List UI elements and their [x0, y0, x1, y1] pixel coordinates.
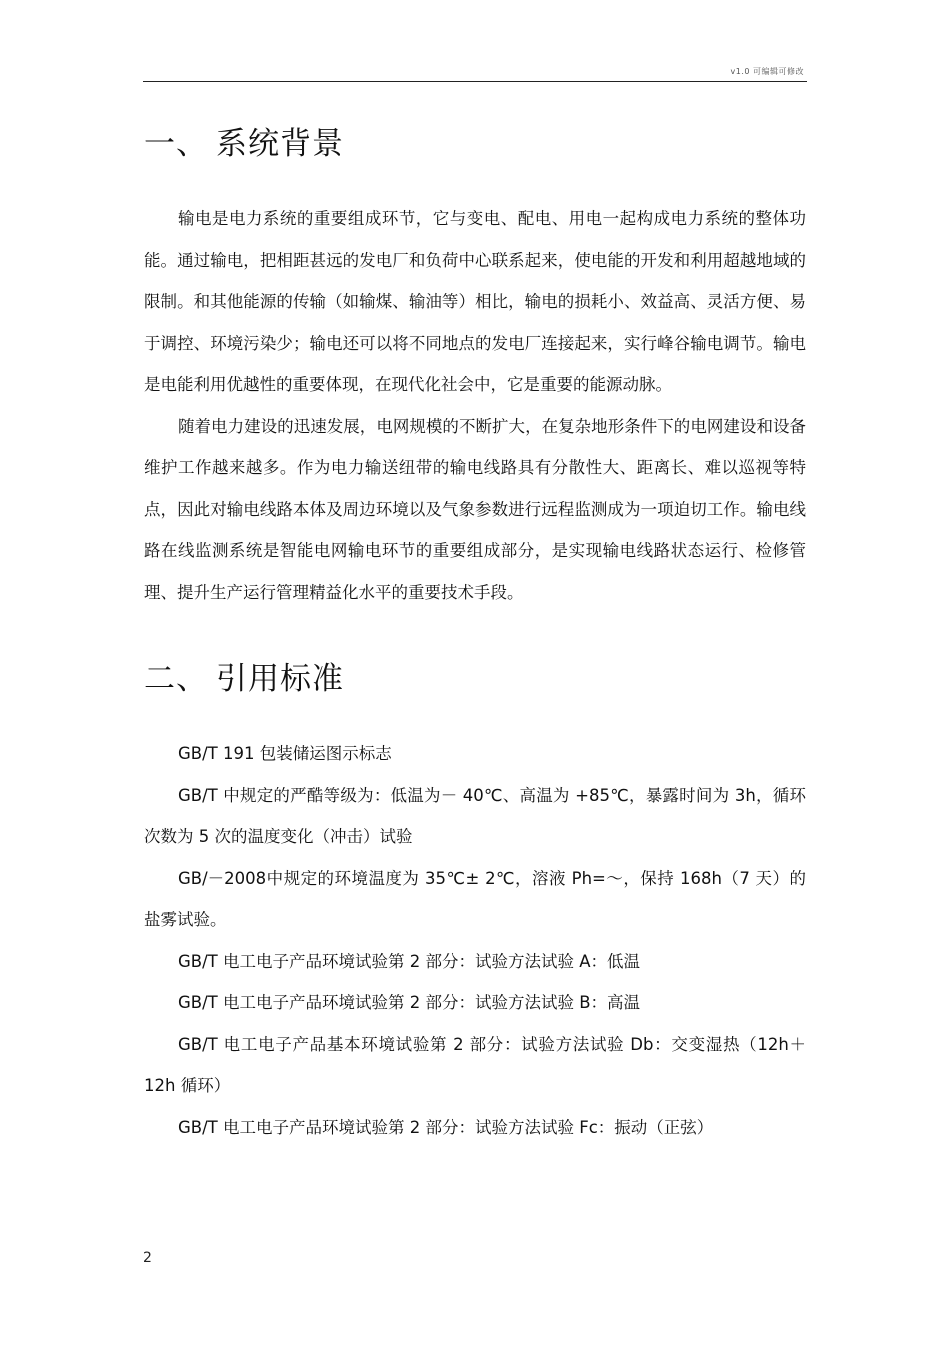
standard-item: GB/T 中规定的严酷等级为：低温为－ 40℃、高温为 +85℃，暴露时间为 3h，循环次数为 5 次的温度变化（冲击）试验	[144, 785, 806, 846]
section-number: 一、	[144, 126, 208, 162]
document-body	[144, 118, 806, 1148]
standard-item: GB/T 电工电子产品环境试验第 2 部分：试验方法试验 A：低温	[178, 951, 641, 971]
standard-item: GB/T 191 包装储运图示标志	[178, 744, 392, 763]
section-title: 引用标准	[216, 661, 344, 697]
section-heading-background	[144, 118, 806, 170]
section-standards	[144, 653, 806, 1148]
header-divider	[143, 81, 807, 82]
section-title: 系统背景	[216, 126, 344, 162]
standard-item: GB/T 电工电子产品环境试验第 2 部分：试验方法试验 Fc：振动（正弦）	[178, 1117, 714, 1137]
standard-item: GB/－2008中规定的环境温度为 35℃± 2℃，溶液 Ph=～，保持 168h（7 天）的盐雾试验。	[144, 868, 806, 929]
standards-list	[144, 733, 806, 1148]
paragraph: 随着电力建设的迅速发展，电网规模的不断扩大，在复杂地形条件下的电网建设和设备维护工作越来越多。作为电力输送纽带的输电线路具有分散性大、距离长、难以巡视等特点，因此对输电线路本体及周边环境以及气象参数进行远程监测成为一项迫切工作。输电线路在线监测系统是智能电网输电环节的重要组成部分，是实现输电线路状态运行、检修管理、提升生产运行管理精益化水平的重要技术手段。	[144, 416, 806, 602]
background-paragraphs	[144, 198, 806, 613]
paragraph: 输电是电力系统的重要组成环节，它与变电、配电、用电一起构成电力系统的整体功能。通过输电，把相距甚远的发电厂和负荷中心联系起来，使电能的开发和利用超越地域的限制。和其他能源的传输（如输煤、输油等）相比，输电的损耗小、效益高、灵活方便、易于调控、环境污染少；输电还可以将不同地点的发电厂连接起来，实行峰谷输电调节。输电是电能利用优越性的重要体现，在现代化社会中，它是重要的能源动脉。	[144, 209, 806, 394]
section-number: 二、	[144, 661, 208, 697]
section-heading-standards	[144, 653, 806, 705]
standard-item: GB/T 电工电子产品基本环境试验第 2 部分：试验方法试验 Db：交变湿热（12h＋12h 循环）	[144, 1034, 806, 1095]
page-number: 2	[143, 1250, 152, 1266]
header-version-note: v1.0 可编辑可修改	[730, 67, 804, 76]
standard-item: GB/T 电工电子产品环境试验第 2 部分：试验方法试验 B：高温	[178, 993, 641, 1012]
